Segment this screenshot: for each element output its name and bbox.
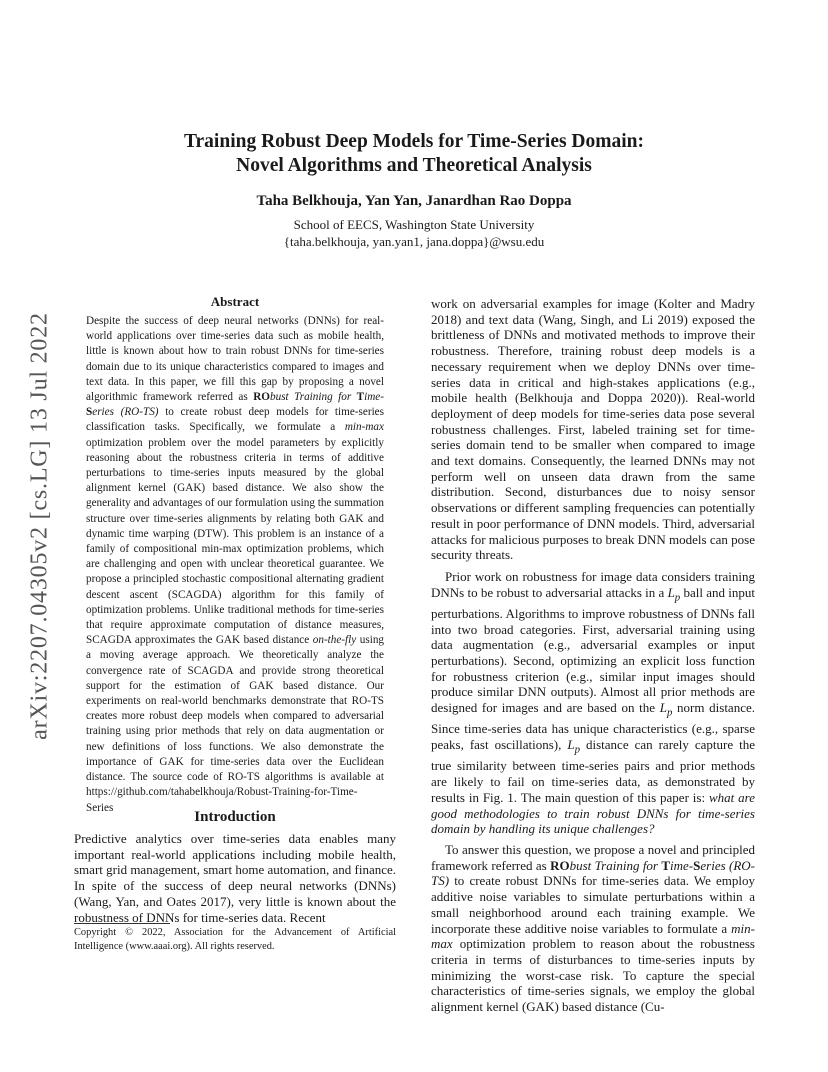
right-paragraph-1: work on adversarial examples for image (Kolter and Madry 2018) and text data (Wang, Singh, and Li 2019) exposed the brittleness of DNNs and motivated methods to improve their robustness. Therefore, training robust deep models is a necessary requirement when we deploy DNNs over time-series data in critical and high-stakes applications (e.g., mobile health (Belkhouja and Doppa 2020)). Real-world deployment of deep models for time-series data pose several robustness challenges. First, labeled training set for time-series domain tend to be smaller when compared to image and text domains. Consequently, the learned DNNs may not perform well on unseen data drawn from the same distribution. Second, disturbances due to noisy sensor observations or different sampling frequencies can potentially result in poor performance of DNN models. Third, adversarial attacks for malicious purposes to break DNN models can pose security threats. — [431, 296, 755, 563]
p3-part-c: optimization problem to reason about the robustness criteria in terms of disturbances to time-series inputs by minimizing the worst-case risk. To capture the special characteristics of time-series signals, we employ the global alignment kernel (GAK) based distance (Cu- — [431, 936, 755, 1015]
abstract-part-3: optimization problem over the model parameters by explicitly reasoning about the robustness criteria in terms of additive perturbations to time-series inputs measured by the global alignment kernel (GAK) based distance. We also show the generality and advantages of our formulation using the summation structure over time-series alignments by relating both GAK and dynamic time warping (DTW). This problem is an instance of a family of compositional min-max optimization problems, which are challenging and open with unclear theoretical guarantee. We propose a principled stochastic compositional alternating gradient descent ascent (SCAGDA) algorithm for this family of optimization problems. Unlike traditional methods for time-series that require approximate computation of distance measures, SCAGDA approximates the GAK based distance — [86, 436, 384, 647]
lp-symbol-3 — [567, 737, 581, 756]
copyright-footnote: Copyright © 2022, Association for the Advancement of Artificial Intelligence (www.aaai.org). All rights reserved. — [74, 927, 396, 952]
abstract-text — [86, 314, 384, 816]
p3-eries-italic: eries (RO-TS) — [431, 857, 756, 889]
lp-letter-3: L — [567, 737, 575, 753]
abstract-t-bold: T — [356, 391, 365, 404]
lp-letter-1: L — [667, 584, 675, 600]
right-paragraph-3 — [431, 842, 755, 1015]
arxiv-identifier-text: arXiv:2207.04305v2 [cs.LG] 13 Jul 2022 — [26, 312, 53, 740]
lp-symbol-2 — [659, 700, 673, 719]
right-paragraph-2 — [431, 569, 755, 837]
abstract-part-1: Despite the success of deep neural networks (DNNs) for real-world applications over time-series data such as mobile health, little is known about how to train robust DNNs for time-series domain due to its unique characteristics compared to images and text data. In this paper, we fill this gap by proposing a novel algorithmic framework referred as — [86, 315, 384, 404]
p3-part-a: To answer this question, we propose a novel and principled framework referred as — [431, 841, 755, 873]
p2-part-a: Prior work on robustness for image data considers training DNNs to be robust to adversarial attacks in a — [431, 568, 755, 600]
abstract-minmax-italic: min-max — [344, 421, 384, 434]
p3-bust-italic: bust Training for — [569, 857, 662, 873]
main-question-italic: what are good methodologies to train robust DNNs for time-series domain by handling its unique challenges? — [431, 789, 755, 837]
author-list: Taha Belkhouja, Yan Yan, Janardhan Rao Doppa — [256, 193, 572, 209]
abstract-heading: Abstract — [210, 294, 260, 309]
p3-t-bold: T — [661, 857, 671, 873]
abstract-ro-bold: RO — [253, 391, 270, 404]
introduction-heading: Introduction — [194, 809, 276, 825]
right-column — [431, 296, 755, 1015]
arxiv-identifier-stamp — [18, 296, 62, 756]
lp-subscript-2: p — [666, 706, 673, 719]
p3-ro-bold: RO — [550, 857, 570, 873]
lp-subscript-3: p — [574, 743, 581, 756]
affiliation-school: School of EECS, Washington State University — [293, 217, 535, 232]
affiliation-block — [0, 217, 828, 250]
title-line-1: Training Robust Deep Models for Time-Series Domain: — [183, 131, 645, 152]
left-column — [74, 294, 396, 816]
abstract-s-bold: S — [86, 406, 93, 419]
p3-part-b: to create robust DNNs for time-series data. We employ additive noise variables to simulate perturbations within a small neighborhood around each training example. We incorporate these additive noise variables to formulate a — [431, 873, 755, 936]
p2-part-b: ball and input perturbations. Algorithms to improve robustness of DNNs fall into two broad categories. First, adversarial training using data augmentation (e.g., adversarial examples or input perturbations). Second, optimizing an explicit loss function for robustness criterion (e.g., similar input images should produce similar DNN outputs). Almost all prior methods are designed for images and are based on the — [431, 584, 755, 716]
p3-s-bold: S — [693, 857, 701, 873]
abstract-part-2: to create robust deep models for time-series classification tasks. Specifically, we formulate a — [86, 406, 385, 434]
p2-part-d: distance can rarely capture the true similarity between time-series pairs and prior methods are likely to fail on time-series data, as demonstrated by results in Fig. 1. The main question of this paper is: — [431, 737, 755, 805]
paper-title — [0, 130, 828, 178]
affiliation-emails: {taha.belkhouja, yan.yan1, jana.doppa}@wsu.edu — [283, 233, 545, 249]
p2-part-c: norm distance. Since time-series data has unique characteristics (e.g., sparse peaks, fast oscillations), — [431, 700, 755, 753]
lp-letter-2: L — [659, 700, 667, 716]
lp-subscript-1: p — [674, 591, 681, 604]
abstract-bust-italic: bust Training for — [270, 391, 357, 404]
abstract-ime-italic: ime- — [364, 391, 384, 404]
introduction-paragraph: Predictive analytics over time-series data enables many important real-world applications including mobile health, smart grid management, smart home automation, and finance. In spite of the success of deep neural networks (DNNs) (Wang, Yan, and Oates 2017), very little is known about the robustness of DNNs for time-series data. Recent — [74, 831, 397, 925]
p3-minmax-italic: min-max — [431, 920, 755, 952]
title-line-2: Novel Algorithms and Theoretical Analysis — [236, 155, 592, 176]
lp-symbol-1 — [667, 584, 681, 604]
abstract-part-4: using a moving average approach. We theoretically analyze the convergence rate of SCAGDA and provide strong theoretical support for the estimation of GAK based distance. Our experiments on real-world benchmarks demonstrate that RO-TS creates more robust deep models when compared to adversarial training using prior methods that rely on data augmentation or new definitions of loss functions. We also demonstrate the importance of GAK for time-series data over the Euclidean distance. The source code of RO-TS algorithms is available at https://github.com/tahabelkhouja/Robust-Training-for-Time-Series — [86, 634, 385, 814]
p3-ime-italic: ime- — [670, 857, 694, 873]
abstract-onthefly-italic: on-the-fly — [312, 634, 357, 647]
footnote-rule — [74, 923, 170, 924]
abstract-eries-italic: eries (RO-TS) — [92, 406, 159, 419]
